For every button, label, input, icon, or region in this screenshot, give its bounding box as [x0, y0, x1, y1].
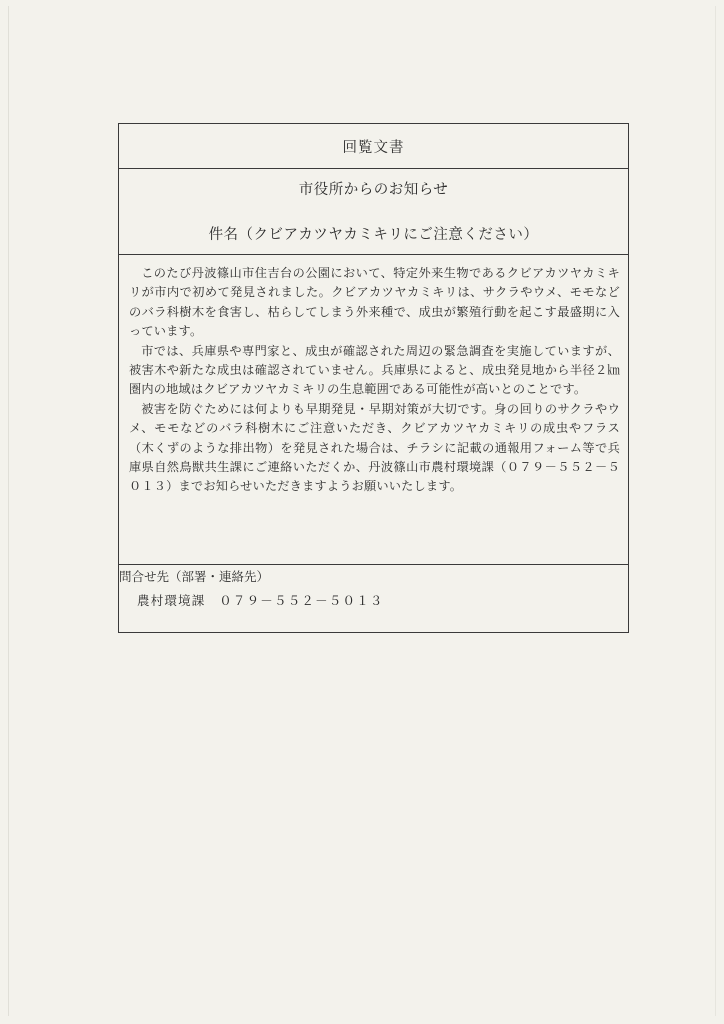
notice-body	[129, 264, 620, 497]
contact-value: 農村環境課 ０７９－５５２－５０１３	[137, 593, 384, 608]
contact-section	[119, 564, 628, 633]
subject-line: 件名（クビアカツヤカミキリにご注意ください）	[208, 227, 539, 243]
body-paragraph: 市では、兵庫県や専門家と、成虫が確認された周辺の緊急調査を実施していますが、被害木や新たな成虫は確認されていません。兵庫県によると、成虫発見地から半径２㎞圏内の地域はクビアカツヤカミキリの生息範囲である可能性が高いとのことです。	[129, 343, 620, 397]
notice-header	[119, 168, 628, 255]
document-title: 回覧文書	[119, 124, 628, 169]
body-paragraph: 被害を防ぐためには何よりも早期発見・早期対策が大切です。身の回りのサクラやウメ、モモなどのバラ科樹木にご注意いただき、クビアカツヤカミキリの成虫やフラス（木くずのような排出物）を発見された場合は、チラシに記載の通報用フォーム等で兵庫県自然鳥獣共生課にご連絡いただくか、丹波篠山市農村環境課（０７９－５５２－５０１３）までお知らせいただきますようお願いいたします。	[129, 401, 620, 494]
circular-notice	[118, 123, 629, 633]
office-line: 市役所からのお知らせ	[298, 182, 449, 198]
body-paragraph: このたび丹波篠山市住吉台の公園において、特定外来生物であるクビアカツヤカミキリが市内で初めて発見されました。クビアカツヤカミキリは、サクラやウメ、モモなどのバラ科樹木を食害し、枯らしてしまう外来種で、成虫が繁殖行動を起こす最盛期に入っています。	[129, 266, 620, 339]
contact-label: 問合せ先（部署・連絡先）	[119, 569, 270, 584]
